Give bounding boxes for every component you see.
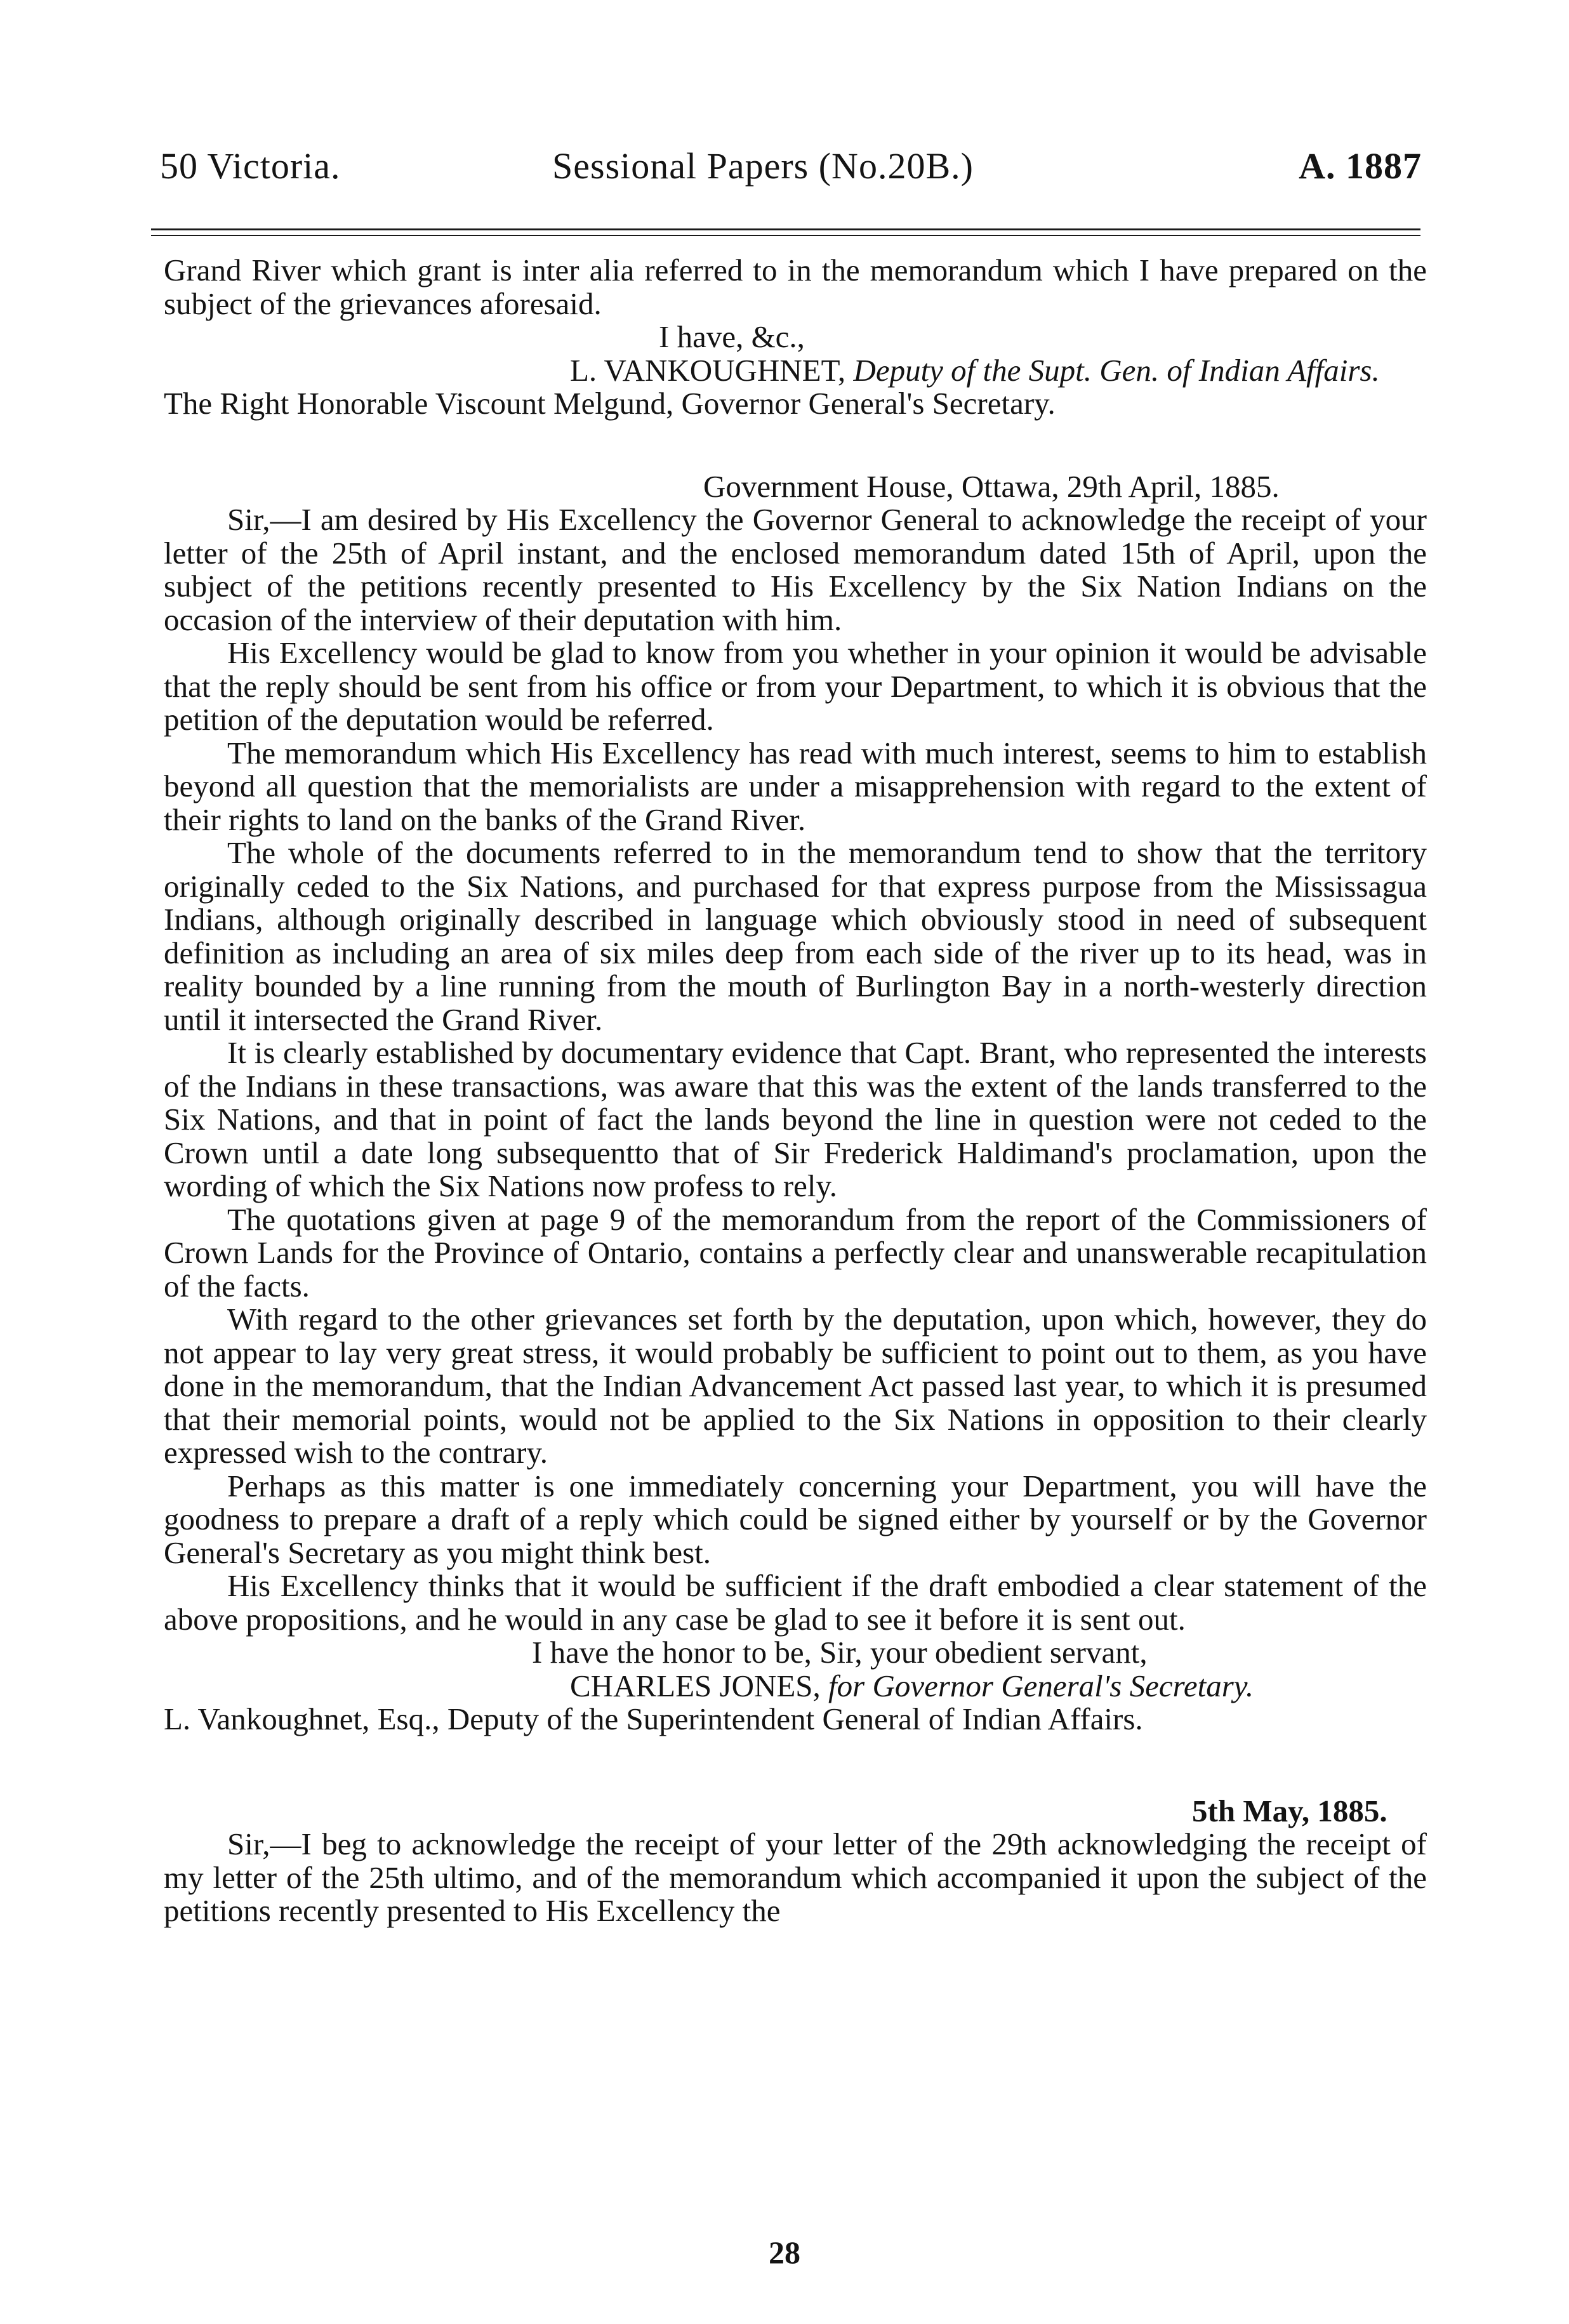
letter1-closing: I have, &c., [659, 319, 805, 354]
spacer [164, 421, 1427, 470]
letter2-dateline: Government House, Ottawa, 29th April, 1885. [703, 468, 1280, 504]
letter1-signature-name: L. VANKOUGHNET, [570, 352, 846, 388]
letter1-continuation: Grand River which grant is inter alia referred to in the memorandum which I have prepared on the subject of the grievances aforesaid. [164, 253, 1427, 321]
letter2-paragraph-4: The whole of the documents referred to in the memorandum tend to show that the territory originally ceded to the Six Nations, and purchased for that express purpose from the Mississagua Indians, although originally described in language which obviously stood in need of subsequent definition as including an area of six miles deep from each side of the river up to its head, was in reality bounded by a line running from the mouth of Burlington Bay in a north-westerly direction until it intersected the Grand River. [164, 835, 1427, 1037]
header-series: Sessional Papers (No.20B.) [552, 145, 974, 187]
letter2-paragraph-2: His Excellency would be glad to know from you whether in your opinion it would be advisable that the reply should be sent from his office or from your Department, to which it is obvious that the petition of the deputation would be referred. [164, 635, 1427, 737]
letter2-closing: I have the honor to be, Sir, your obedient servant, [532, 1635, 1148, 1670]
letter2-paragraph-8: Perhaps as this matter is one immediately concerning your Department, you will have the goodness to prepare a draft of a reply which could be signed either by yourself or by the Governor General's Secretary as you might think best. [164, 1468, 1427, 1570]
letter2-paragraph-1: Sir,—I am desired by His Excellency the Governor General to acknowledge the receipt of your letter of the 25th of April instant, and the enclosed memorandum dated 15th of April, upon the subject of the petitions recently presented to His Excellency by the Six Nation Indians on the occasion of the interview of their deputation with him. [164, 502, 1427, 637]
letter2-signature-title: for Governor General's Secretary. [828, 1668, 1254, 1703]
letter3-paragraph: Sir,—I beg to acknowledge the receipt of your letter of the 29th acknowledging the receipt of my letter of the 25th ultimo, and of the memorandum which accompanied it upon the subject of the petitions recently presented to His Excellency the [164, 1826, 1427, 1928]
letter2-paragraph-6: The quotations given at page 9 of the memorandum from the report of the Commissioners of Crown Lands for the Province of Ontario, contains a perfectly clear and unanswerable recapitulation of the facts. [164, 1201, 1427, 1304]
letter1-signature-title: Deputy of the Supt. Gen. of Indian Affairs. [853, 352, 1380, 388]
letter2-signature-name: CHARLES JONES, [570, 1668, 821, 1703]
header-rule-bottom [151, 235, 1420, 236]
letter2-addressee: L. Vankoughnet, Esq., Deputy of the Superintendent General of Indian Affairs. [164, 1701, 1143, 1736]
letter2-paragraph-9: His Excellency thinks that it would be sufficient if the draft embodied a clear statement of the above propositions, and he would in any case be glad to see it before it is sent out. [164, 1568, 1427, 1637]
letter2-paragraph-7: With regard to the other grievances set forth by the deputation, upon which, however, they do not appear to lay very great stress, it would probably be sufficient to point out to them, as you have done in the memorandum, that the Indian Advancement Act passed last year, to which it is presumed that their memorial points, would not be applied to the Six Nations in opposition to their clearly expressed wish to the contrary. [164, 1302, 1427, 1470]
letter2-paragraph-5: It is clearly established by documentary evidence that Capt. Brant, who represented the interests of the Indians in these transactions, was aware that this was the extent of the lands transferred to the Six Nations, and that in point of fact the lands beyond the line in question were not ceded to the Crown until a date long subsequentto that of Sir Frederick Haldimand's proclamation, upon the wording of which the Six Nations now profess to rely. [164, 1035, 1427, 1203]
page-body [164, 254, 1427, 1928]
letter1-signature [164, 354, 1427, 388]
page-number: 28 [769, 2235, 800, 2270]
running-header [146, 145, 1422, 202]
letter1-addressee: The Right Honorable Viscount Melgund, Governor General's Secretary. [164, 386, 1056, 421]
letter2-signature [164, 1670, 1427, 1703]
header-rule-top [151, 228, 1420, 230]
letter3-dateline: 5th May, 1885. [1192, 1793, 1387, 1828]
letter2-paragraph-3: The memorandum which His Excellency has read with much interest, seems to him to establish beyond all question that the memorialists are under a misapprehension with regard to the extent of their rights to land on the banks of the Grand River. [164, 735, 1427, 837]
header-year: A. 1887 [1299, 145, 1422, 187]
spacer [164, 1736, 1427, 1795]
header-volume: 50 Victoria. [160, 145, 341, 187]
